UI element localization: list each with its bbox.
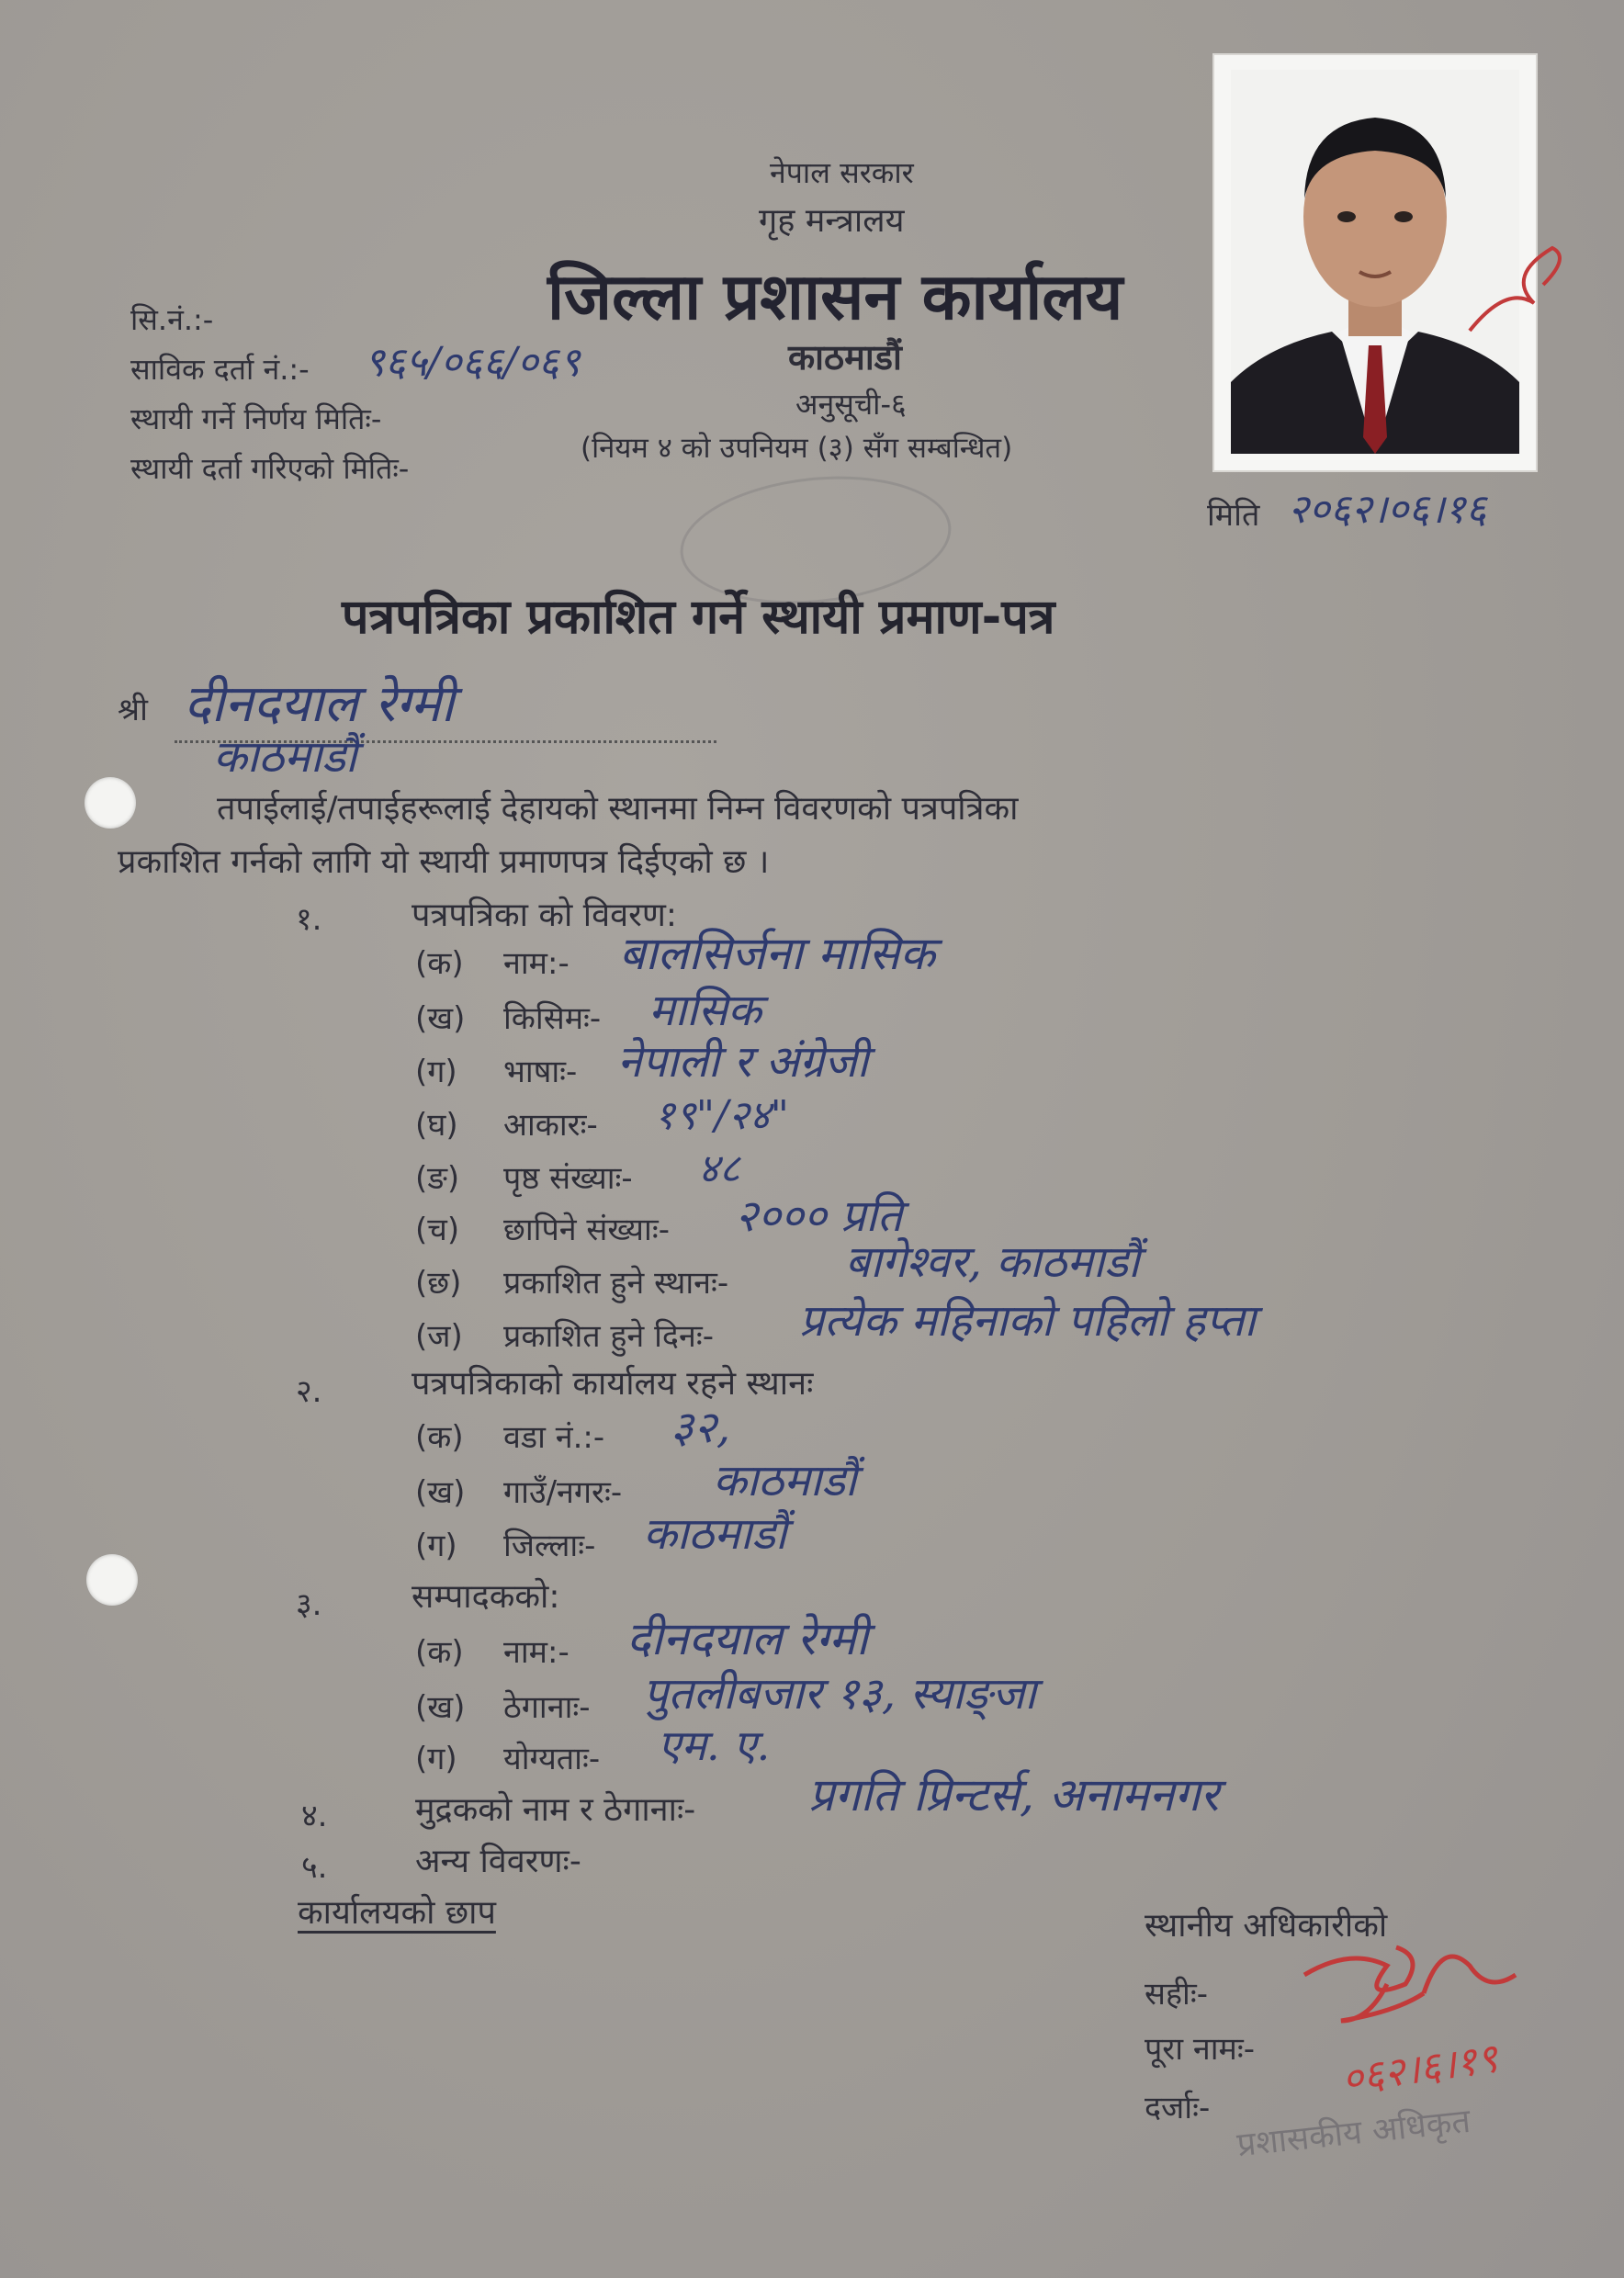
other-details-label: अन्य विवरणः- xyxy=(415,1843,581,1880)
rule-reference: (नियम ४ को उपनियम (३) सँग सम्बन्धित) xyxy=(581,432,1013,465)
serial-number-label: सि.नं.:- xyxy=(130,302,214,337)
s1-item-key: (ग) xyxy=(415,1054,457,1090)
s3-item-value: पुतलीबजार १३, स्याङ्जा xyxy=(643,1668,1036,1720)
s1-item-label: प्रकाशित हुने दिनः- xyxy=(503,1318,714,1355)
s1-item-value: प्रत्येक महिनाको पहिलो हप्ता xyxy=(799,1295,1256,1347)
printer-label: मुद्रकको नाम र ठेगानाः- xyxy=(415,1791,696,1829)
s1-item-value: ४८ xyxy=(698,1145,740,1192)
schedule-label: अनुसूची-६ xyxy=(795,387,907,422)
s3-item-label: नाम:- xyxy=(503,1634,570,1671)
old-registration-value: ९६५/०६६/०६९ xyxy=(364,339,581,386)
addressee-name: दीनदयाल रेग्मी xyxy=(184,674,455,734)
section-5-number: ५. xyxy=(301,1849,328,1886)
government-label: नेपाल सरकार xyxy=(770,155,914,190)
s1-item-value: बागेश्वर, काठमाडौं xyxy=(845,1236,1140,1288)
s1-item-key: (ज) xyxy=(415,1318,463,1355)
old-registration-label: साविक दर्ता नं.:- xyxy=(130,352,310,387)
s1-item-label: आकारः- xyxy=(503,1107,598,1144)
s1-item-label: प्रकाशित हुने स्थानः- xyxy=(503,1265,729,1302)
registration-date-label: स्थायी दर्ता गरिएको मितिः- xyxy=(130,451,410,486)
s2-item-label: जिल्लाः- xyxy=(503,1528,596,1564)
s2-item-value: काठमाडौं xyxy=(643,1508,787,1560)
s3-item-key: (क) xyxy=(415,1634,464,1671)
addressee-place: काठमाडौं xyxy=(213,731,357,783)
s2-item-label: वडा नं.:- xyxy=(503,1419,605,1456)
s1-item-key: (ङ) xyxy=(415,1160,460,1197)
section-3-number: ३. xyxy=(296,1586,322,1623)
section-2-number: २. xyxy=(296,1373,322,1410)
district-label: काठमाडौं xyxy=(788,337,902,378)
s2-item-label: गाउँ/नगरः- xyxy=(503,1474,623,1511)
red-initial-mark xyxy=(1451,220,1589,358)
s3-item-key: (ख) xyxy=(415,1689,466,1726)
s1-item-label: किसिमः- xyxy=(503,1000,602,1037)
authority-seal-text: प्रशासकीय अधिकृत xyxy=(1235,2102,1472,2165)
section-4-number: ४. xyxy=(301,1798,328,1834)
s1-item-label: पृष्ठ संख्याः- xyxy=(503,1160,633,1197)
s1-item-value: २००० प्रति xyxy=(735,1190,903,1242)
intro-line-1: तपाईलाई/तपाईहरूलाई देहायको स्थानमा निम्न विवरणको पत्रपत्रिका xyxy=(217,790,1019,828)
office-title: जिल्ला प्रशासन कार्यालय xyxy=(547,259,1123,334)
s2-item-value: ३२, xyxy=(671,1402,731,1453)
intro-line-2: प्रकाशित गर्नको लागि यो स्थायी प्रमाणपत्र दिईएको छ । xyxy=(118,843,770,881)
s2-item-value: काठमाडौं xyxy=(713,1455,857,1506)
rank-label: दर्जाः- xyxy=(1145,2090,1211,2126)
s2-item-key: (क) xyxy=(415,1419,464,1456)
certificate-title: पत्रपत्रिका प्रकाशित गर्ने स्थायी प्रमाण-पत्र xyxy=(342,590,1055,645)
authority-signature xyxy=(1286,1920,1525,2039)
s3-item-value: एम. ए. xyxy=(658,1720,771,1770)
ministry-label: गृह मन्त्रालय xyxy=(759,202,905,240)
section-1-number: १. xyxy=(296,901,322,938)
punch-hole-top xyxy=(85,777,136,829)
date-label: मिति xyxy=(1207,497,1260,534)
s3-item-label: योग्यताः- xyxy=(503,1741,601,1777)
section-1-heading: पत्रपत्रिका को विवरण: xyxy=(412,897,678,934)
s1-item-key: (च) xyxy=(415,1212,460,1248)
printer-value: प्रगति प्रिन्टर्स, अनामनगर xyxy=(808,1768,1219,1821)
s1-item-label: नाम:- xyxy=(503,945,570,982)
s1-item-value: १९"/२४" xyxy=(654,1092,789,1139)
s3-item-label: ठेगानाः- xyxy=(503,1689,591,1726)
s1-item-key: (घ) xyxy=(415,1107,458,1144)
addressee-prefix: श्री xyxy=(118,692,148,728)
s3-item-value: दीनदयाल रेग्मी xyxy=(626,1612,868,1665)
s1-item-value: बालसिर्जना मासिक xyxy=(619,927,935,980)
authority-title: स्थानीय अधिकारीको xyxy=(1145,1907,1388,1945)
date-value: २०६२।०६।१६ xyxy=(1288,486,1487,533)
office-seal-label: कार्यालयको छाप xyxy=(298,1894,496,1932)
s2-item-key: (ख) xyxy=(415,1474,466,1511)
s1-item-key: (क) xyxy=(415,945,464,982)
s1-item-key: (ख) xyxy=(415,1000,466,1037)
s1-item-label: छापिने संख्याः- xyxy=(503,1212,670,1248)
decision-date-label: स्थायी गर्ने निर्णय मितिः- xyxy=(130,401,382,436)
s2-item-key: (ग) xyxy=(415,1528,457,1564)
s1-item-key: (छ) xyxy=(415,1265,462,1302)
punch-hole-bottom xyxy=(86,1554,138,1606)
s1-item-value: मासिक xyxy=(648,985,761,1036)
full-name-label: पूरा नामः- xyxy=(1145,2031,1255,2068)
signed-date: ०६२।६।१९ xyxy=(1338,2035,1501,2103)
section-2-heading: पत्रपत्रिकाको कार्यालय रहने स्थानः xyxy=(412,1365,814,1403)
s3-item-key: (ग) xyxy=(415,1741,457,1777)
section-3-heading: सम्पादकको: xyxy=(412,1578,560,1616)
s1-item-label: भाषाः- xyxy=(503,1054,578,1090)
s1-item-value: नेपाली र अंग्रेजी xyxy=(617,1036,869,1088)
signature-label: सहीः- xyxy=(1145,1976,1208,2013)
